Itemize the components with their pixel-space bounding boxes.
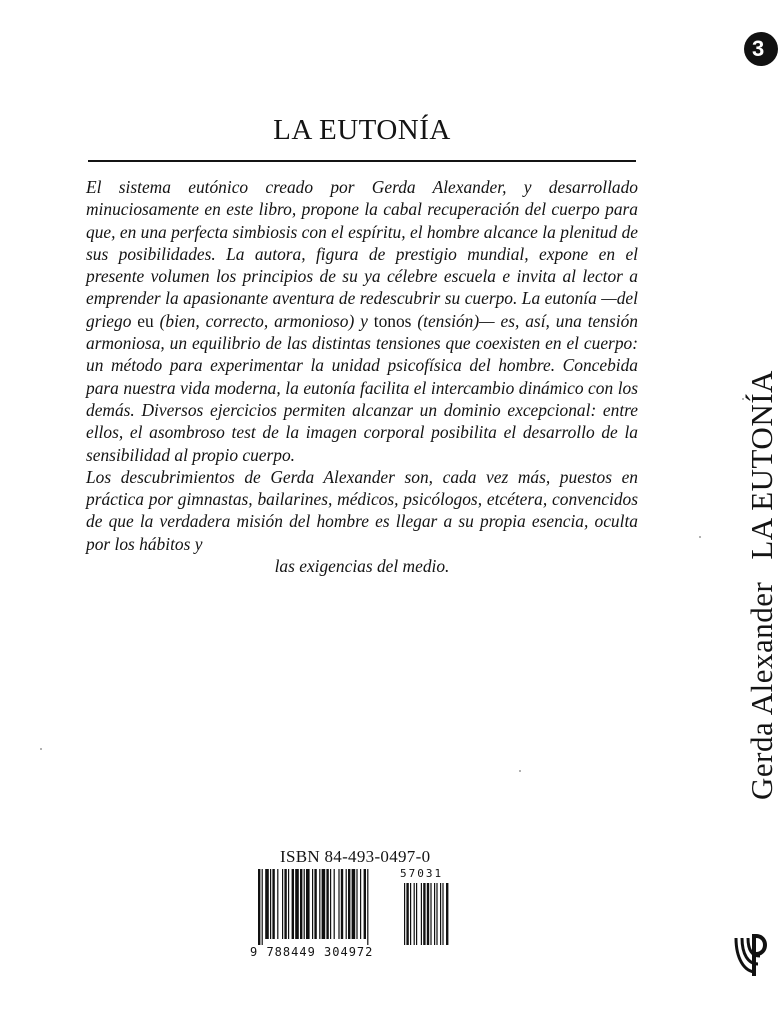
barcode-addon-digits: 57031 [400,867,444,880]
paper-speck [699,536,701,538]
barcode-bar [304,869,305,939]
barcode-bar [258,869,260,945]
blurb-term-eu: eu [137,310,154,331]
barcode-addon-bar [414,883,415,945]
isbn-number: ISBN 84-493-0497-0 [280,847,431,866]
barcode-bar [319,869,320,939]
barcode-addon-bar [440,883,441,945]
spine-title: LA EUTONÍA [744,370,779,560]
blurb-text-a: El sistema eutónico creado por Gerda Alexander, y desarrollado minuciosamente en este libro, propone la cabal recuperación del cuerpo para que, en una perfecta simbiosis con el espíritu, el hombre alcance la plenitud de sus posibilidades. La autora, figura de prestigio mundial, expone en el presente volumen los principios de su ya célebre escuela e invita al lector a emprender la apasionante aventura de redescubrir su cuerpo. La eutonía —del griego [86,177,638,331]
back-cover-blurb [86,176,638,577]
blurb-paragraph-1 [86,176,638,466]
barcode-bar [326,869,328,939]
barcode-bar [367,869,368,945]
blurb-term-tonos: tonos [373,310,412,331]
barcode-bar [348,869,350,939]
publisher-logo-icon [732,932,768,978]
spine-label [744,370,780,800]
barcode-bar [322,869,326,939]
barcode-addon-bar [423,883,425,945]
barcode-bar [356,869,357,939]
barcode-bar [295,869,299,939]
blurb-text-c: (tensión)— es, así, una tensión armoniosa, un equilibrio de las distintas tensiones que coexisten en el cuerpo: un método para experimentar la unidad psicofísica del hombre. Concebida para nuestra vida moderna, la eutonía facilita el intercambio dinámico con los demás. Diversos ejercicios permiten alcanzar un dominio excepcional: entre ellos, el asombroso test de la imagen corporal posibilita el desarrollo de la sensibilidad al propio cuerpo. [86,310,638,465]
barcode-bar [364,869,366,939]
barcode-bars [258,869,468,947]
barcode-addon-bar [446,883,448,945]
barcode-bar [314,869,316,939]
blurb-text-b: (bien, correcto, armonioso) y [159,310,368,331]
paper-speck [40,748,42,750]
barcode-addon-bar [416,883,417,945]
barcode-bar [341,869,343,939]
barcode-bar [262,869,263,945]
barcode-addon-bar [436,883,437,945]
blurb-last-line: las exigencias del medio. [274,556,450,577]
title-rule [88,160,636,162]
barcode-addon-bar [434,883,435,945]
barcode-addon-bar [410,883,411,945]
paper-speck [519,770,521,772]
barcode-bar [270,869,271,939]
barcode-bar [352,869,356,939]
barcode-bar [312,869,313,939]
barcode-addon-bar [406,883,408,945]
barcode-bar [288,869,289,939]
barcode-bar [338,869,339,939]
barcode-bar [306,869,310,939]
barcode-bar [282,869,283,939]
barcode-addon-bar [427,883,429,945]
barcode-bar [330,869,331,939]
barcode-bar [277,869,278,939]
barcode-bar [292,869,294,939]
barcode-bar [346,869,347,939]
paper-speck [742,398,744,400]
book-title: LA EUTONÍA [273,114,451,146]
barcode-addon-bar [430,883,431,945]
isbn-barcode [250,847,465,965]
barcode-bar [300,869,302,939]
barcode-bar [360,869,361,939]
barcode-addon-bar [421,883,422,945]
barcode-bar [284,869,286,939]
barcode-digits: 9 788449 304972 [250,945,374,959]
barcode-bar [265,869,269,939]
barcode-bar [272,869,274,939]
blurb-paragraph-2: Los descubrimientos de Gerda Alexander son, cada vez más, puestos en práctica por gimnastas, bailarines, médicos, psicólogos, etcétera, convencidos de que la verdadera misión del hombre es llegar a su propia esencia, oculta por los hábitos y [86,466,638,554]
barcode-addon-bar [442,883,443,945]
barcode-bar [334,869,335,939]
spine-author: Gerda Alexander [744,581,779,800]
barcode-addon-bar [404,883,405,945]
spine-badge: 3 [744,32,778,66]
